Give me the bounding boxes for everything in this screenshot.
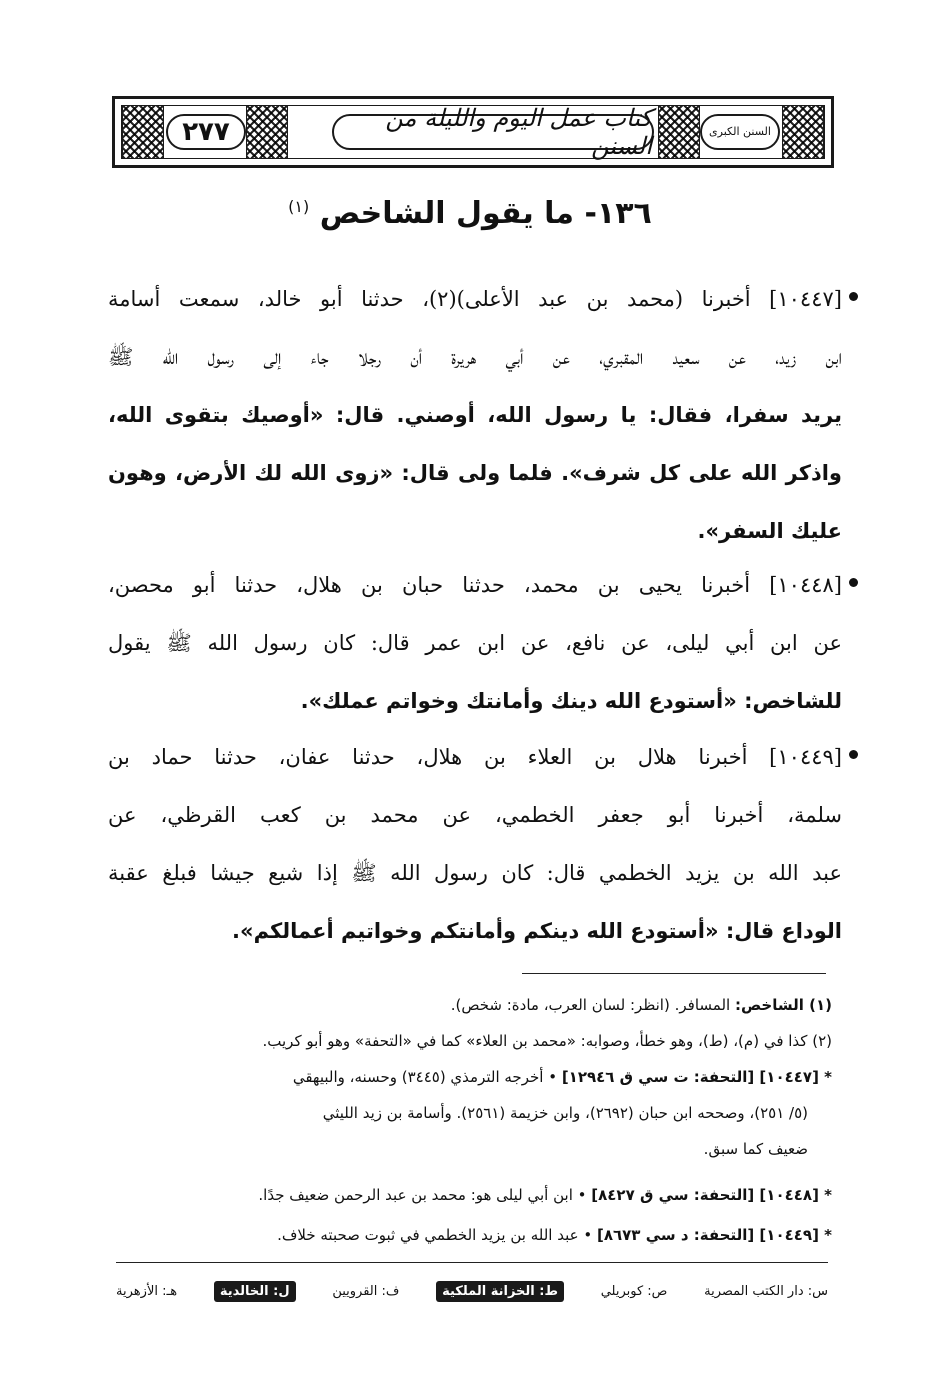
source-f: ف: القرويين: [332, 1283, 400, 1299]
source-s: س: دار الكتب المصرية: [704, 1283, 828, 1299]
takhrij-10447: [120, 1062, 832, 1092]
entry-line: واذكر الله على كل شرف». فلما ولى قال: «زوى الله لك الأرض، وهون: [108, 461, 842, 485]
header-inner-border: [121, 105, 825, 159]
entry-line: سلمة، أخبرنا أبو جعفر الخطمي، عن محمد بن كعب القرظي، عن: [108, 803, 842, 827]
footnote-divider: [522, 973, 826, 974]
book-logo: السنن الكبرى: [709, 125, 771, 138]
header-title: كتاب عمل اليوم والليلة من السنن: [385, 104, 652, 160]
entry-line: الوداع قال: «أستودع الله دينكم وأمانتكم وخواتيم أعمالكم».: [232, 919, 842, 943]
takhrij-text: • عبد الله بن يزيد الخطمي في ثبوت صحبته خلاف.: [277, 1226, 597, 1244]
takhrij-label: * [١٠٤٤٨] [التحفة: سي ق ٨٤٢٧]: [591, 1186, 832, 1204]
ornament-right: [782, 106, 824, 158]
footnote-2: [120, 1026, 832, 1056]
takhrij-text: • ابن أبي ليلى هو: محمد بن عبد الرحمن ضعيف جدًا.: [258, 1186, 592, 1204]
footnote-1: [120, 990, 832, 1020]
page-number: ٢٧٧: [182, 117, 230, 147]
bullet-icon: [849, 578, 858, 587]
takhrij-10449: [120, 1220, 832, 1250]
section-title: [0, 196, 940, 231]
entry-line: عبد الله بن يزيد الخطمي قال: كان رسول الله ﷺ إذا شيع جيشا فبلغ عقبة: [108, 861, 842, 885]
page-number-cartouche: [166, 114, 246, 150]
takhrij-10448: [120, 1180, 832, 1210]
sources-divider: [116, 1262, 828, 1263]
source-t: ط: الخزانة الملكية: [436, 1281, 564, 1302]
takhrij-text: ضعيف كما سبق.: [703, 1140, 808, 1158]
entry-line: [١٠٤٤٧] أخبرنا (محمد بن عبد الأعلى)(٢)، حدثنا أبو خالد، سمعت أسامة: [108, 287, 842, 311]
book-logo-cartouche: [700, 114, 780, 150]
ornament-left: [122, 106, 164, 158]
entry-line: [١٠٤٤٩] أخبرنا هلال بن العلاء بن هلال، حدثنا عفان، حدثنا حماد بن: [108, 745, 842, 769]
source-h: هـ: الأزهرية: [116, 1283, 178, 1299]
entry-line: [١٠٤٤٨] أخبرنا يحيى بن محمد، حدثنا حبان بن هلال، حدثنا أبو محصن،: [108, 573, 842, 597]
takhrij-10447-cont: [120, 1098, 832, 1128]
footnote-text: المسافر. (انظر: لسان العرب، مادة: شخص).: [450, 996, 735, 1014]
source-s-kuprili: ص: كوبريلي: [600, 1283, 668, 1299]
takhrij-text: (٥/ ٢٥١)، وصححه ابن حبان (٢٦٩٢)، وابن خزيمة (٢٥٦١). وأسامة بن زيد الليثي: [322, 1104, 808, 1122]
page-header-frame: [112, 96, 834, 168]
section-title-text: ١٣٦- ما يقول الشاخص: [319, 196, 652, 231]
footnote-label: (١) الشاخص:: [734, 996, 832, 1014]
bullet-icon: [849, 750, 858, 759]
entry-line: يريد سفرا، فقال: يا رسول الله، أوصني. قال: «أوصيك بتقوى الله،: [108, 403, 842, 427]
entry-line: للشاخص: «أستودع الله دينك وأمانتك وخواتم عملك».: [300, 689, 842, 713]
hadith-entry-10449: [108, 728, 842, 960]
entry-line: عليك السفر».: [697, 519, 842, 543]
ornament-right-inner: [658, 106, 700, 158]
entry-line: ابن زيد، عن سعيد المقبري، عن أبي هريرة أن رجلا جاء إلى رسول الله ﷺ: [108, 345, 842, 369]
takhrij-label: * [١٠٤٤٩] [التحفة: د سي ٨٦٧٣]: [596, 1226, 832, 1244]
ornament-left-inner: [246, 106, 288, 158]
manuscript-sources: [116, 1276, 828, 1306]
footnote-text: (٢) كذا في (م)، (ط)، وهو خطأ، وصوابه: «محمد بن العلاء» كما في «التحفة» وهو أبو كريب.: [262, 1032, 832, 1050]
takhrij-text: • أخرجه الترمذي (٣٤٤٥) وحسنه، والبيهقي: [292, 1068, 562, 1086]
hadith-entry-10447: [108, 270, 842, 560]
title-cartouche: [332, 104, 654, 160]
section-title-footnote-ref: (١): [288, 197, 310, 216]
hadith-entry-10448: [108, 556, 842, 730]
takhrij-10447-cont2: [120, 1134, 832, 1164]
takhrij-label: * [١٠٤٤٧] [التحفة: ت سي ق ١٢٩٤٦]: [561, 1068, 832, 1086]
bullet-icon: [849, 292, 858, 301]
entry-line: عن ابن أبي ليلى، عن نافع، عن ابن عمر قال: كان رسول الله ﷺ يقول: [108, 631, 842, 655]
source-l: ل: الخالدية: [214, 1281, 296, 1302]
